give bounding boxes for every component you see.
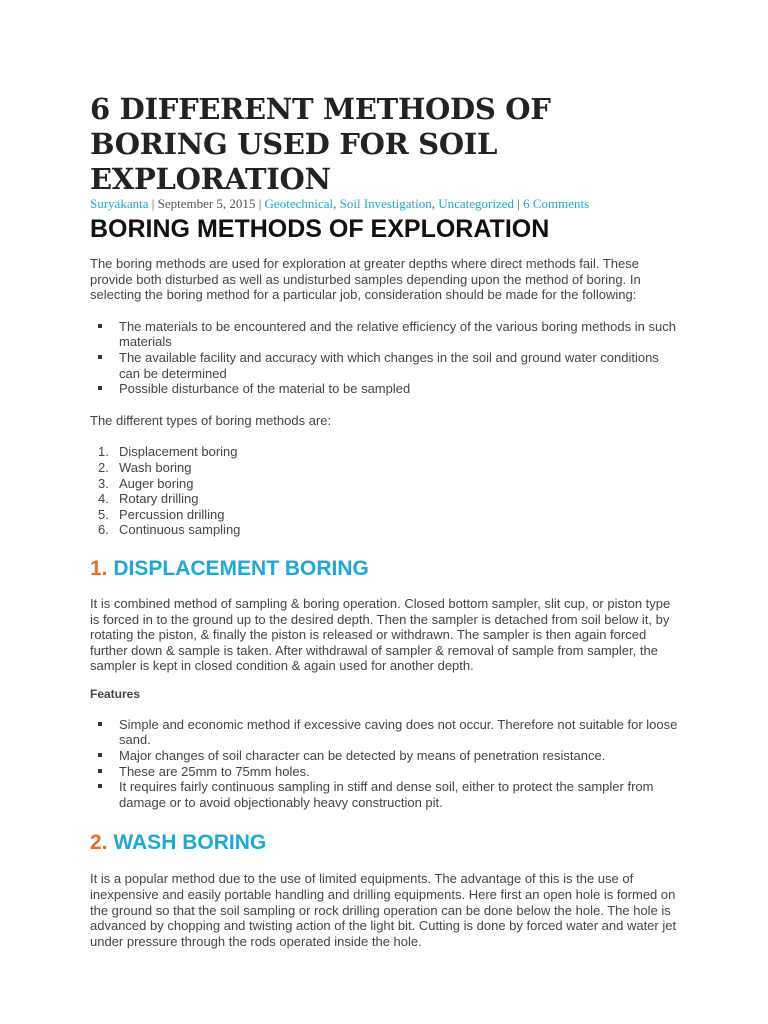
heading-text: DISPLACEMENT BORING bbox=[113, 556, 369, 580]
comments-link[interactable]: 6 Comments bbox=[523, 196, 590, 211]
features-label: Features bbox=[90, 686, 141, 701]
boring-types-list bbox=[90, 444, 680, 538]
list-item: 3. Auger boring bbox=[98, 475, 194, 491]
heading-number: 2. bbox=[90, 831, 108, 855]
category-link-soil-investigation[interactable]: Soil Investigation bbox=[339, 196, 432, 211]
heading-text: WASH BORING bbox=[113, 831, 267, 855]
article-title: 6 DIFFERENT METHODS OF BORING USED FOR SOIL EXPLORATION bbox=[90, 92, 551, 196]
heading-number: 1. bbox=[90, 556, 108, 580]
article bbox=[90, 92, 680, 949]
displacement-paragraph: It is combined method of sampling & boring operation. Closed bottom sampler, slit cup, or piston type is forced in to the ground up to the desired depth. Then the sampler is detached from soil below it, by rotating the piston, & finally the piston is released or withdrawn. The sampler is then again forced further down & sample is taken. After withdrawal of sampler & removal of sample from sampler, the sampler is kept in closed condition & again used for another depth. bbox=[90, 595, 671, 674]
list-item: 1. Displacement boring bbox=[98, 444, 238, 460]
list-item: It requires fairly continuous sampling in stiff and dense soil, either to protect the sampler from damage or to avoid objectionably heavy construction pit. bbox=[90, 779, 680, 810]
list-item: Possible disturbance of the material to be sampled bbox=[90, 381, 680, 397]
list-item: 6. Continuous sampling bbox=[98, 522, 241, 538]
list-item: Major changes of soil character can be detected by means of penetration resistance. bbox=[90, 748, 680, 764]
list-item: These are 25mm to 75mm holes. bbox=[90, 764, 680, 780]
features-list bbox=[90, 717, 680, 811]
list-item: 4. Rotary drilling bbox=[98, 491, 199, 507]
intro-paragraph: The boring methods are used for exploration at greater depths where direct methods fail. These provide both disturbed as well as undisturbed samples depending upon the method of boring. In selecting the boring method for a particular job, consideration should be made for the following: bbox=[90, 256, 641, 303]
section-heading: BORING METHODS OF EXPLORATION bbox=[90, 215, 550, 243]
post-date: September 5, 2015 bbox=[157, 196, 256, 211]
list-item: The available facility and accuracy with which changes in the soil and ground water conditions can be determined bbox=[90, 350, 680, 381]
wash-boring-heading bbox=[90, 830, 680, 856]
post-meta: Suryakanta | September 5, 2015 | Geotechnical, Soil Investigation, Uncategorized | 6 Comments bbox=[90, 196, 590, 211]
displacement-boring-heading bbox=[90, 556, 680, 582]
list-item: 2. Wash boring bbox=[98, 459, 192, 475]
list-item: 5. Percussion drilling bbox=[98, 506, 225, 522]
considerations-list bbox=[90, 319, 680, 397]
types-intro: The different types of boring methods are: bbox=[90, 412, 332, 428]
category-link-uncategorized[interactable]: Uncategorized bbox=[438, 196, 515, 211]
list-item: The materials to be encountered and the relative efficiency of the various boring methods in such materials bbox=[90, 319, 680, 350]
author-link[interactable]: Suryakanta bbox=[90, 196, 149, 211]
category-link-geotechnical[interactable]: Geotechnical bbox=[264, 196, 334, 211]
list-item: Simple and economic method if excessive caving does not occur. Therefore not suitable for loose sand. bbox=[90, 717, 680, 748]
wash-paragraph: It is a popular method due to the use of limited equipments. The advantage of this is the use of inexpensive and easily portable handling and drilling equipments. Here first an open hole is formed on the ground so that the soil sampling or rock drilling operation can be done below the hole. The hole is advanced by chopping and twisting action of the light bit. Cutting is done by forced water and water jet under pressure through the rods operated inside the hole. bbox=[90, 871, 677, 949]
